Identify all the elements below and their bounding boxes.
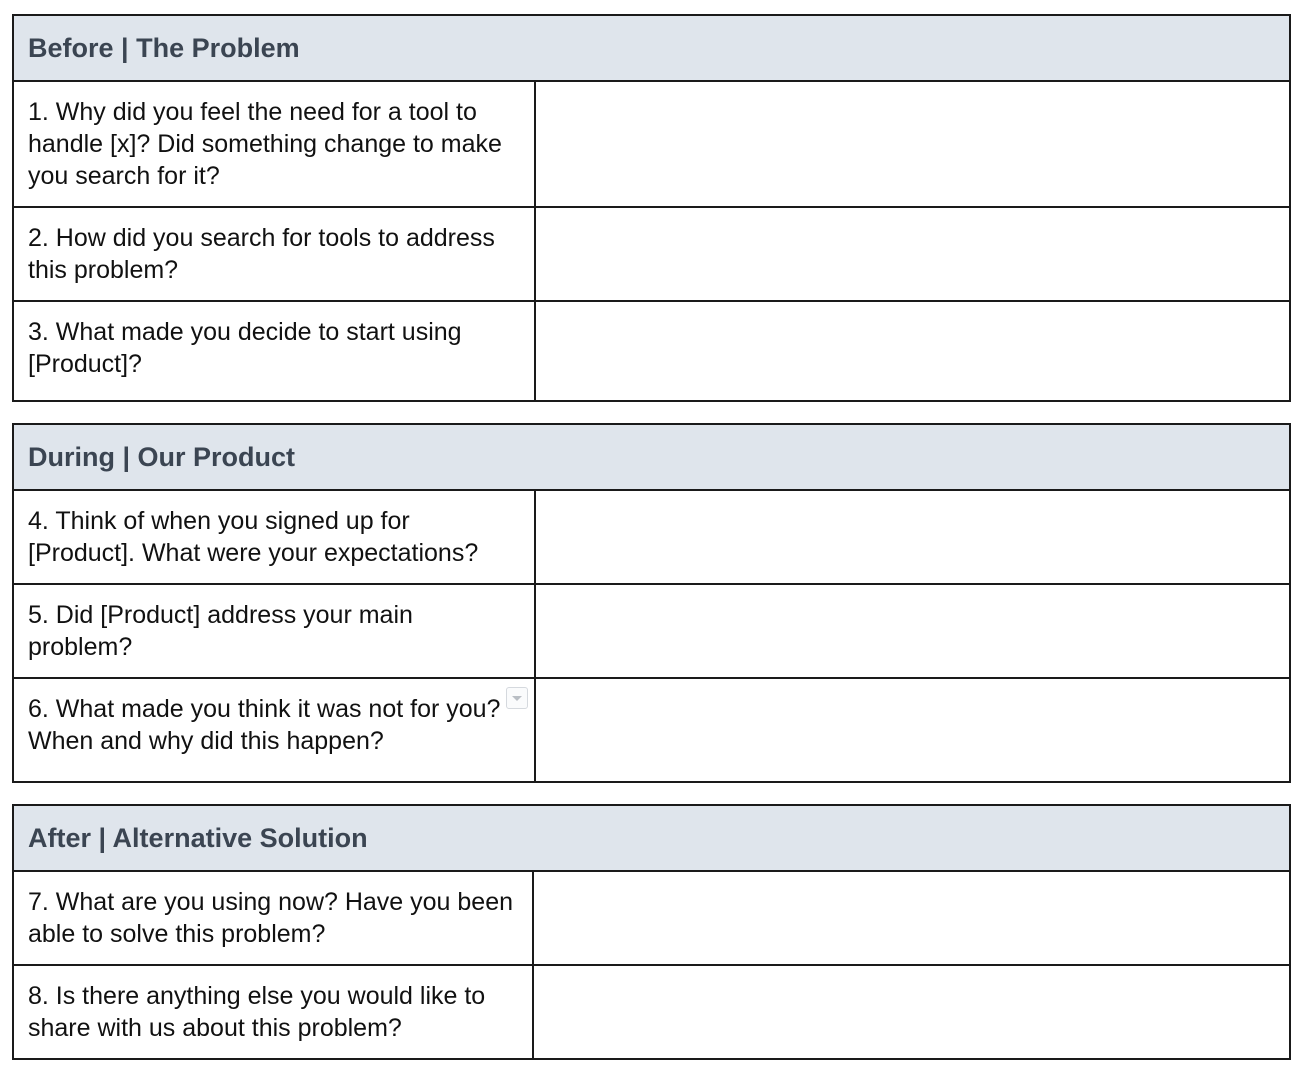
answer-cell[interactable] (535, 584, 1290, 678)
answer-cell[interactable] (535, 81, 1290, 207)
answer-cell[interactable] (535, 301, 1290, 401)
section-header: Before | The Problem (13, 15, 1290, 81)
answer-cell[interactable] (535, 207, 1290, 301)
answer-cell[interactable] (533, 965, 1290, 1059)
question-cell: 4. Think of when you signed up for [Product]. What were your expectations? (13, 490, 535, 584)
section-header: After | Alternative Solution (13, 805, 1290, 871)
question-cell: 1. Why did you feel the need for a tool to handle [x]? Did something change to make you search for it? (13, 81, 535, 207)
section-after-table (12, 804, 1291, 1060)
question-cell: 3. What made you decide to start using [Product]? (13, 301, 535, 401)
chevron-down-icon[interactable] (506, 687, 528, 709)
section-before-table (12, 14, 1291, 402)
section-header: During | Our Product (13, 424, 1290, 490)
answer-cell[interactable] (535, 678, 1290, 782)
answer-cell[interactable] (535, 490, 1290, 584)
question-cell: 2. How did you search for tools to address this problem? (13, 207, 535, 301)
question-text: 6. What made you think it was not for you? When and why did this happen? (28, 695, 501, 755)
answer-cell[interactable] (533, 871, 1290, 965)
question-cell-with-handle (13, 678, 535, 782)
section-during-table (12, 423, 1291, 783)
question-cell: 7. What are you using now? Have you been able to solve this problem? (13, 871, 533, 965)
question-cell: 8. Is there anything else you would like to share with us about this problem? (13, 965, 533, 1059)
question-cell: 5. Did [Product] address your main problem? (13, 584, 535, 678)
